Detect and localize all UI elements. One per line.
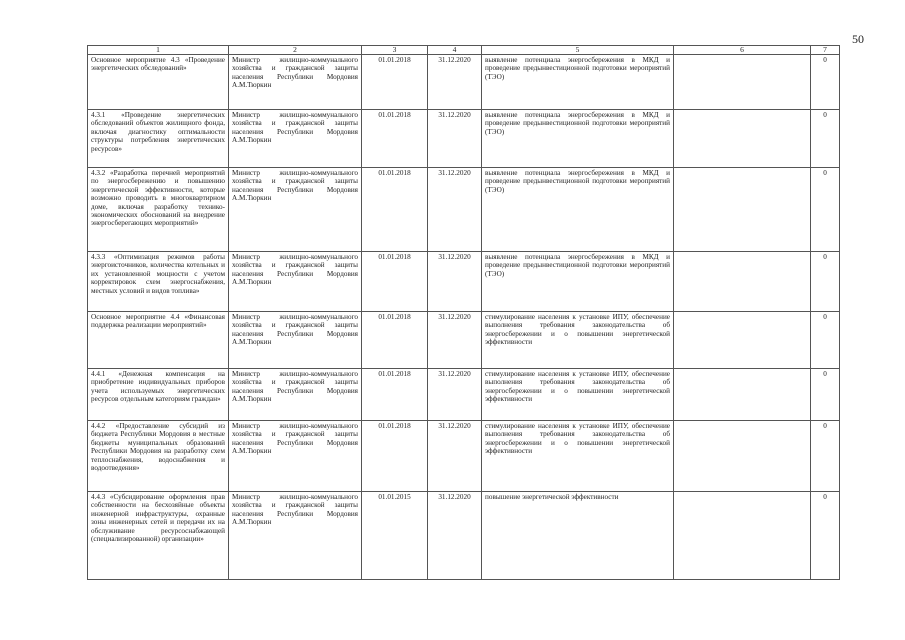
expected-result: выявление потенциала энергосбережения в МКД и проведение предынвестиционной подготовки мероприятий (ТЭО) <box>482 168 674 252</box>
start-date: 01.01.2015 <box>362 492 428 580</box>
measure-title: Основное мероприятие 4.4 «Финансовая поддержка реализации мероприятий» <box>88 312 229 369</box>
measure-title: 4.3.2 «Разработка перечней мероприятий по энергосбережению и повышению энергетической эффективности, которые возможно проводить в многоквартирном доме, включая разработку технико-экономических обоснований на внедрение энергосберегающих мероприятий» <box>88 168 229 252</box>
end-date: 31.12.2020 <box>428 421 482 492</box>
measure-title: 4.4.1 «Денежная компенсация на приобретение индивидуальных приборов учета используемых энергетических ресурсов отдельным категориям граждан» <box>88 369 229 421</box>
value: 0 <box>811 492 840 580</box>
start-date: 01.01.2018 <box>362 110 428 168</box>
notes <box>674 168 811 252</box>
column-header: 1 <box>88 46 229 55</box>
notes <box>674 312 811 369</box>
value: 0 <box>811 369 840 421</box>
value: 0 <box>811 312 840 369</box>
start-date: 01.01.2018 <box>362 55 428 110</box>
expected-result: выявление потенциала энергосбережения в МКД и проведение предынвестиционной подготовки мероприятий (ТЭО) <box>482 110 674 168</box>
column-header: 3 <box>362 46 428 55</box>
responsible-person: Министр жилищно-коммунального хозяйства и гражданской защиты населения Республики Мордовия А.М.Тюркин <box>229 369 362 421</box>
measure-title: 4.3.3 «Оптимизация режимов работы энергоисточников, количества котельных и их установленной мощности с учетом корректировок схем энергоснабжения, местных условий и видов топлива» <box>88 252 229 312</box>
value: 0 <box>811 168 840 252</box>
expected-result: выявление потенциала энергосбережения в МКД и проведение предынвестиционной подготовки мероприятий (ТЭО) <box>482 55 674 110</box>
value: 0 <box>811 55 840 110</box>
responsible-person: Министр жилищно-коммунального хозяйства и гражданской защиты населения Республики Мордовия А.М.Тюркин <box>229 110 362 168</box>
responsible-person: Министр жилищно-коммунального хозяйства и гражданской защиты населения Республики Мордовия А.М.Тюркин <box>229 492 362 580</box>
value: 0 <box>811 110 840 168</box>
end-date: 31.12.2020 <box>428 252 482 312</box>
start-date: 01.01.2018 <box>362 252 428 312</box>
column-header: 5 <box>482 46 674 55</box>
start-date: 01.01.2018 <box>362 421 428 492</box>
responsible-person: Министр жилищно-коммунального хозяйства и гражданской защиты населения Республики Мордовия А.М.Тюркин <box>229 55 362 110</box>
header-row <box>88 46 840 55</box>
table-row <box>88 110 840 168</box>
notes <box>674 110 811 168</box>
expected-result: стимулирование населения к установке ИПУ, обеспечение выполнения требования законодательства об энергосбережении и о повышении энергетической эффективности <box>482 421 674 492</box>
value: 0 <box>811 421 840 492</box>
value: 0 <box>811 252 840 312</box>
column-header: 7 <box>811 46 840 55</box>
notes <box>674 421 811 492</box>
end-date: 31.12.2020 <box>428 110 482 168</box>
table-row <box>88 369 840 421</box>
expected-result: выявление потенциала энергосбережения в МКД и проведение предынвестиционной подготовки мероприятий (ТЭО) <box>482 252 674 312</box>
responsible-person: Министр жилищно-коммунального хозяйства и гражданской защиты населения Республики Мордовия А.М.Тюркин <box>229 312 362 369</box>
end-date: 31.12.2020 <box>428 168 482 252</box>
notes <box>674 369 811 421</box>
measure-title: 4.3.1 «Проведение энергетических обследований объектов жилищного фонда, включая диагностику оптимальности структуры потребления энергетических ресурсов» <box>88 110 229 168</box>
notes <box>674 492 811 580</box>
responsible-person: Министр жилищно-коммунального хозяйства и гражданской защиты населения Республики Мордовия А.М.Тюркин <box>229 168 362 252</box>
responsible-person: Министр жилищно-коммунального хозяйства и гражданской защиты населения Республики Мордовия А.М.Тюркин <box>229 421 362 492</box>
table-row <box>88 421 840 492</box>
table-row <box>88 168 840 252</box>
expected-result: стимулирование населения к установке ИПУ, обеспечение выполнения требования законодательства об энергосбережении и о повышении энергетической эффективности <box>482 312 674 369</box>
measure-title: Основное мероприятие 4.3 «Проведение энергетических обследований» <box>88 55 229 110</box>
start-date: 01.01.2018 <box>362 168 428 252</box>
end-date: 31.12.2020 <box>428 55 482 110</box>
table-row <box>88 55 840 110</box>
column-header: 6 <box>674 46 811 55</box>
start-date: 01.01.2018 <box>362 312 428 369</box>
end-date: 31.12.2020 <box>428 492 482 580</box>
table-row <box>88 312 840 369</box>
notes <box>674 55 811 110</box>
measures-table <box>87 45 840 580</box>
measure-title: 4.4.2 «Предоставление субсидий из бюджета Республики Мордовия в местные бюджеты муниципальных образований Республики Мордовия на разработку схем теплоснабжения, водоснабжения и водоотведения» <box>88 421 229 492</box>
responsible-person: Министр жилищно-коммунального хозяйства и гражданской защиты населения Республики Мордовия А.М.Тюркин <box>229 252 362 312</box>
notes <box>674 252 811 312</box>
end-date: 31.12.2020 <box>428 369 482 421</box>
table-row <box>88 492 840 580</box>
expected-result: стимулирование населения к установке ИПУ, обеспечение выполнения требования законодательства об энергосбережении и о повышении энергетической эффективности <box>482 369 674 421</box>
column-header: 4 <box>428 46 482 55</box>
page-number: 50 <box>852 32 864 46</box>
start-date: 01.01.2018 <box>362 369 428 421</box>
expected-result: повышение энергетической эффективности <box>482 492 674 580</box>
end-date: 31.12.2020 <box>428 312 482 369</box>
measure-title: 4.4.3 «Субсидирование оформления прав собственности на бесхозяйные объекты инженерной инфраструктуры, охранные зоны инженерных сетей и передачи их на обслуживание ресурсоснабжающей (специализированной) организации» <box>88 492 229 580</box>
table-row <box>88 252 840 312</box>
column-header: 2 <box>229 46 362 55</box>
